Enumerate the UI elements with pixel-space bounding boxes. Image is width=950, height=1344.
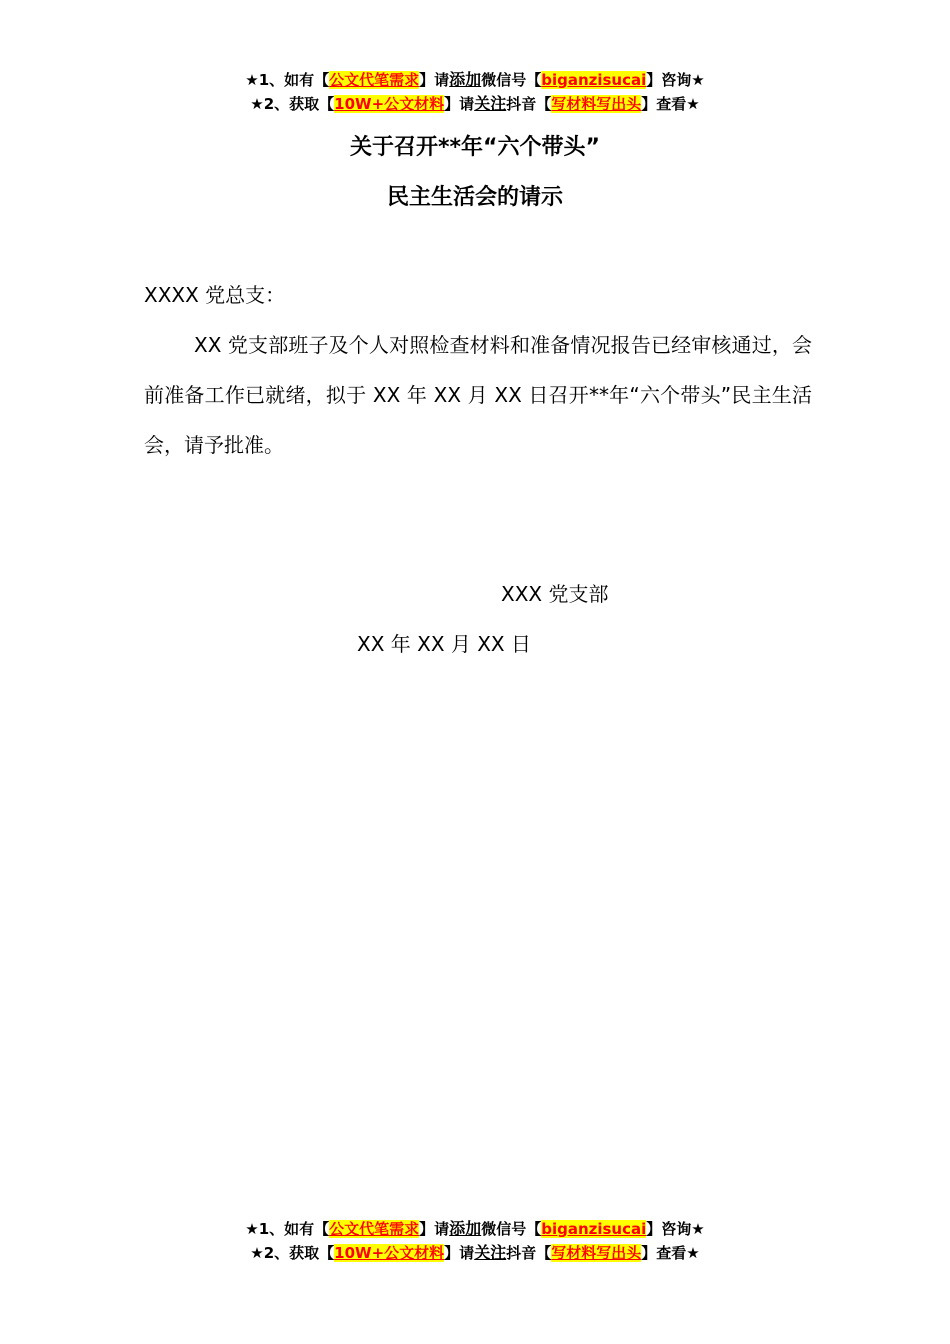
body-paragraph: XX 党支部班子及个人对照检查材料和准备情况报告已经审核通过，会前准备工作已就绪，拟于 XX 年 XX 月 XX 日召开**年“六个带头”民主生活会，请予批准。 — [144, 333, 812, 457]
banner-text: 2、获取【 — [263, 95, 335, 113]
banner-douyin-id: 写材料写出头 — [551, 95, 642, 113]
signature-org: XXX 党支部 — [501, 582, 609, 606]
star-icon: ★ — [250, 1244, 264, 1262]
banner-highlight: 公文代笔需求 — [329, 71, 420, 89]
signature-date: XX 年 XX 月 XX 日 — [357, 632, 531, 656]
banner-highlight: 10W+公文材料 — [334, 95, 445, 113]
banner-wechat-id: biganzisucai — [541, 1220, 647, 1238]
banner-line-1 — [0, 1217, 950, 1241]
star-icon: ★ — [250, 95, 264, 113]
banner-line-2 — [0, 92, 950, 116]
star-icon: ★ — [245, 71, 259, 89]
banner-text: 】咨询 — [646, 1220, 692, 1238]
banner-emphasis: 关注 — [474, 94, 507, 113]
banner-text: 1、如有【 — [258, 1220, 330, 1238]
banner-highlight: 公文代笔需求 — [329, 1220, 420, 1238]
banner-text: 微信号【 — [481, 71, 542, 89]
banner-douyin-id: 写材料写出头 — [551, 1244, 642, 1262]
banner-line-1 — [0, 68, 950, 92]
banner-line-2 — [0, 1241, 950, 1265]
banner-text: 】请 — [444, 95, 475, 113]
header-banner — [0, 68, 950, 116]
banner-highlight: 10W+公文材料 — [334, 1244, 445, 1262]
banner-text: 抖音【 — [506, 1244, 552, 1262]
banner-text: 1、如有【 — [258, 71, 330, 89]
star-icon: ★ — [245, 1220, 259, 1238]
banner-emphasis: 关注 — [474, 1243, 507, 1262]
star-icon: ★ — [691, 71, 705, 89]
document-title-line-2: 民主生活会的请示 — [386, 185, 563, 210]
footer-banner — [0, 1217, 950, 1265]
star-icon: ★ — [686, 1244, 700, 1262]
banner-text: 】请 — [419, 1220, 450, 1238]
star-icon: ★ — [691, 1220, 705, 1238]
banner-wechat-id: biganzisucai — [541, 71, 647, 89]
banner-text: 抖音【 — [506, 95, 552, 113]
star-icon: ★ — [686, 95, 700, 113]
banner-text: 】咨询 — [646, 71, 692, 89]
banner-text: 】查看 — [641, 95, 687, 113]
banner-text: 】请 — [419, 71, 450, 89]
salutation: XXXX 党总支： — [144, 283, 286, 307]
document-body — [144, 270, 812, 470]
banner-emphasis: 添加 — [449, 70, 482, 89]
banner-text: 2、获取【 — [263, 1244, 335, 1262]
banner-text: 】请 — [444, 1244, 475, 1262]
banner-text: 微信号【 — [481, 1220, 542, 1238]
document-title-line-1: 关于召开**年“六个带头” — [350, 135, 600, 160]
banner-text: 】查看 — [641, 1244, 687, 1262]
banner-emphasis: 添加 — [449, 1219, 482, 1238]
